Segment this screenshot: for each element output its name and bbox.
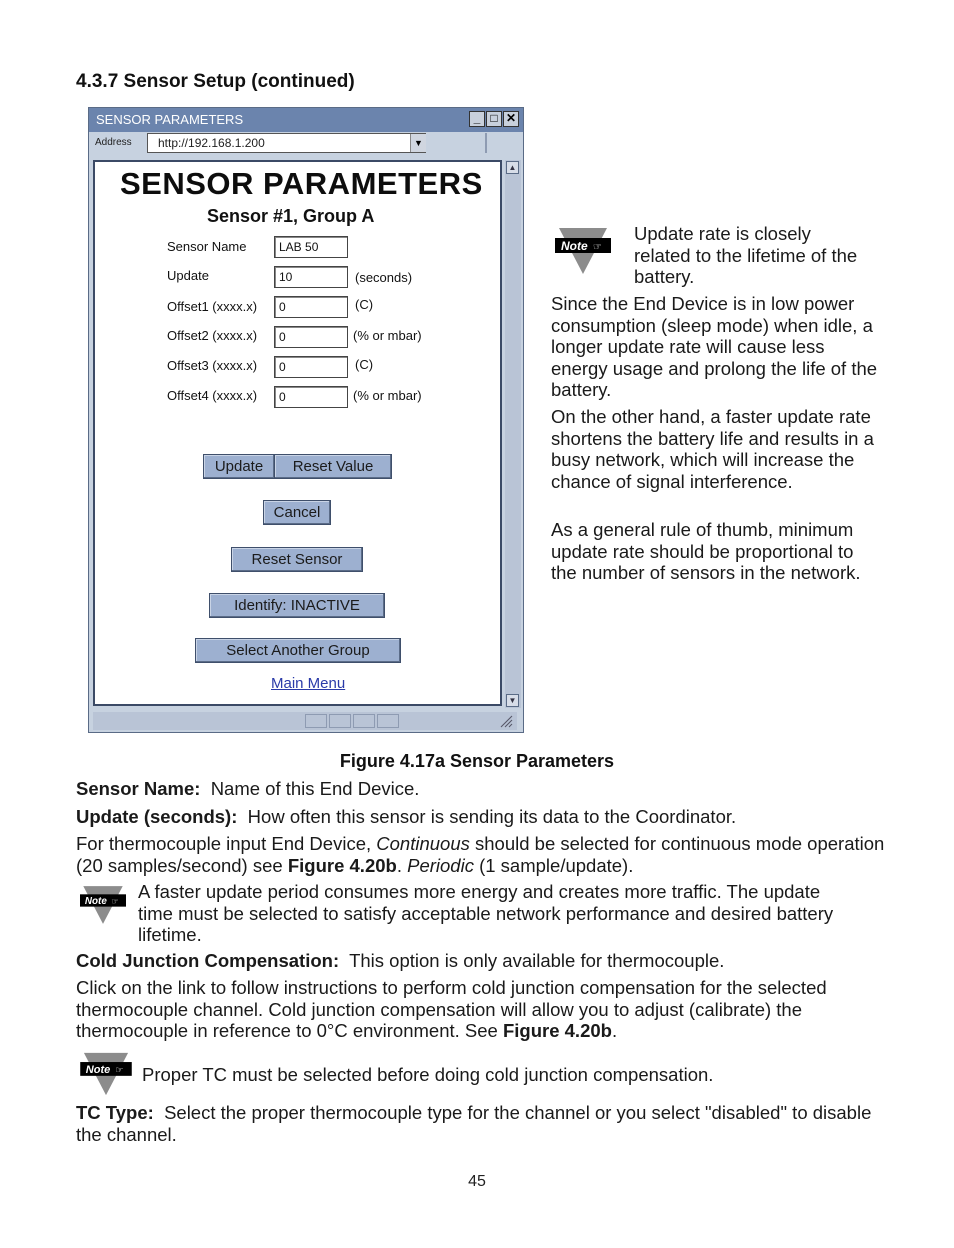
close-button[interactable]: ✕ (503, 111, 519, 127)
sensor-name-input[interactable]: LAB 50 (274, 236, 348, 258)
field-label-offset1: Offset1 (xxxx.x) (167, 299, 258, 314)
offset4-unit: (% or mbar) (353, 388, 422, 403)
address-bar (93, 133, 519, 155)
offset1-unit: (C) (355, 297, 374, 312)
offset3-unit: (C) (355, 357, 374, 372)
cjc-definition: This option is only available for thermocouple. (349, 950, 725, 971)
text-run: Click on the link to follow instructions to perform cold junction compensation for the selected thermocouple channel. Cold junction compensation will allow you to adjust (calibrate) the thermocouple in reference to 0°C environment. See (76, 977, 827, 1041)
tc-type-definition: Select the proper thermocouple type for the channel or you select "disabled" to disable the channel. (76, 1102, 872, 1145)
reset-sensor-button[interactable]: Reset Sensor (231, 547, 363, 572)
update-description (76, 806, 896, 828)
resize-grip-icon[interactable] (499, 714, 513, 728)
offset3-input[interactable]: 0 (274, 356, 348, 378)
window-title: SENSOR PARAMETERS (96, 112, 244, 127)
browser-window (88, 107, 524, 733)
page-subtitle: Sensor #1, Group A (207, 206, 375, 226)
reset-value-button[interactable]: Reset Value (274, 454, 392, 479)
note-icon-label: Note (561, 239, 588, 253)
tc-type-description (76, 1102, 886, 1145)
status-segment (305, 714, 327, 728)
identify-button[interactable]: Identify: INACTIVE (209, 593, 385, 618)
update-input[interactable]: 10 (274, 266, 348, 288)
note-icon-label: Note (84, 896, 107, 908)
update-definition: How often this sensor is sending its data to the Coordinator. (247, 806, 737, 827)
note-icon-label: Note (85, 1064, 111, 1077)
side-paragraph: Since the End Device is in low power consumption (sleep mode) when idle, a longer update rate will cause less energy usage and prolong the life of the battery. (551, 293, 878, 400)
offset2-input[interactable]: 0 (274, 326, 348, 348)
status-bar (93, 712, 517, 730)
svg-text:☞: ☞ (111, 896, 119, 907)
page-title: SENSOR PARAMETERS (120, 166, 483, 201)
section-heading: 4.3.7 Sensor Setup (continued) (76, 71, 355, 92)
status-segment (353, 714, 375, 728)
offset1-input[interactable]: 0 (274, 296, 348, 318)
figure-reference: Figure 4.20b (287, 854, 397, 876)
periodic-term: Periodic (407, 854, 474, 876)
offset4-input[interactable]: 0 (274, 386, 348, 408)
side-note-text: Update rate is closely related to the lifetime of the battery. (634, 223, 858, 287)
side-paragraph: As a general rule of thumb, minimum update rate should be proportional to the number of sensors in the network. (551, 519, 861, 583)
scroll-up-icon[interactable]: ▲ (506, 161, 519, 174)
svg-text:☞: ☞ (593, 242, 602, 253)
sensor-name-term: Sensor Name: (76, 778, 201, 799)
tc-type-term: TC Type: (76, 1102, 154, 1123)
update-button[interactable]: Update (203, 454, 275, 479)
maximize-button[interactable]: □ (486, 111, 502, 127)
text-run: should be selected for continuous mode operation (20 samples/second) see (76, 833, 885, 876)
vertical-scrollbar[interactable] (505, 160, 521, 708)
address-dropdown-icon[interactable]: ▼ (410, 134, 426, 152)
cjc-paragraph (76, 977, 886, 1042)
note-icon (555, 226, 611, 276)
page-number: 45 (468, 1173, 486, 1190)
figure-caption: Figure 4.17a Sensor Parameters (339, 751, 615, 771)
status-segment (377, 714, 399, 728)
field-label-offset4: Offset4 (xxxx.x) (167, 388, 258, 403)
status-segment (329, 714, 351, 728)
cjc-description (76, 950, 896, 972)
text-run: (1 sample/update). (473, 854, 634, 876)
address-bar-divider (485, 133, 487, 153)
sensor-name-definition: Name of this End Device. (210, 778, 420, 799)
text-run: . (611, 1020, 618, 1041)
text-run: . (396, 854, 408, 876)
cjc-term: Cold Junction Compensation: (76, 950, 340, 971)
offset2-unit: (% or mbar) (353, 328, 422, 343)
note-icon (80, 884, 126, 926)
figure-reference: Figure 4.20b (502, 1020, 612, 1041)
cancel-button[interactable]: Cancel (263, 500, 331, 525)
thermocouple-mode-paragraph (76, 833, 896, 876)
note-update-period: A faster update period consumes more energy and creates more traffic. The update time must be selected to satisfy acceptable network performance and desired battery lifetime. (138, 881, 834, 945)
field-label-offset3: Offset3 (xxxx.x) (167, 358, 258, 373)
side-paragraph: On the other hand, a faster update rate shortens the battery life and results in a busy network, which will increase the chance of signal interference. (551, 406, 874, 492)
update-term: Update (seconds): (76, 806, 238, 827)
window-titlebar (89, 108, 523, 132)
svg-text:☞: ☞ (115, 1065, 124, 1077)
address-input[interactable]: http://192.168.1.200 (147, 133, 426, 153)
field-label-offset2: Offset2 (xxxx.x) (167, 328, 258, 343)
field-label-update: Update (167, 268, 209, 283)
browser-content (93, 160, 502, 706)
scroll-down-icon[interactable]: ▼ (506, 694, 519, 707)
update-unit: (seconds) (355, 270, 413, 285)
field-label-sensor-name: Sensor Name (167, 239, 247, 254)
note-proper-tc: Proper TC must be selected before doing cold junction compensation. (142, 1064, 714, 1085)
minimize-button[interactable]: _ (469, 111, 485, 127)
note-icon (80, 1051, 132, 1097)
address-label: Address (95, 137, 132, 148)
select-another-group-button[interactable]: Select Another Group (195, 638, 401, 663)
text-run: For thermocouple input End Device, (76, 833, 377, 854)
continuous-term: Continuous (376, 833, 470, 854)
main-menu-link[interactable]: Main Menu (271, 675, 346, 692)
window-controls (469, 111, 519, 127)
sensor-name-description (76, 778, 896, 800)
